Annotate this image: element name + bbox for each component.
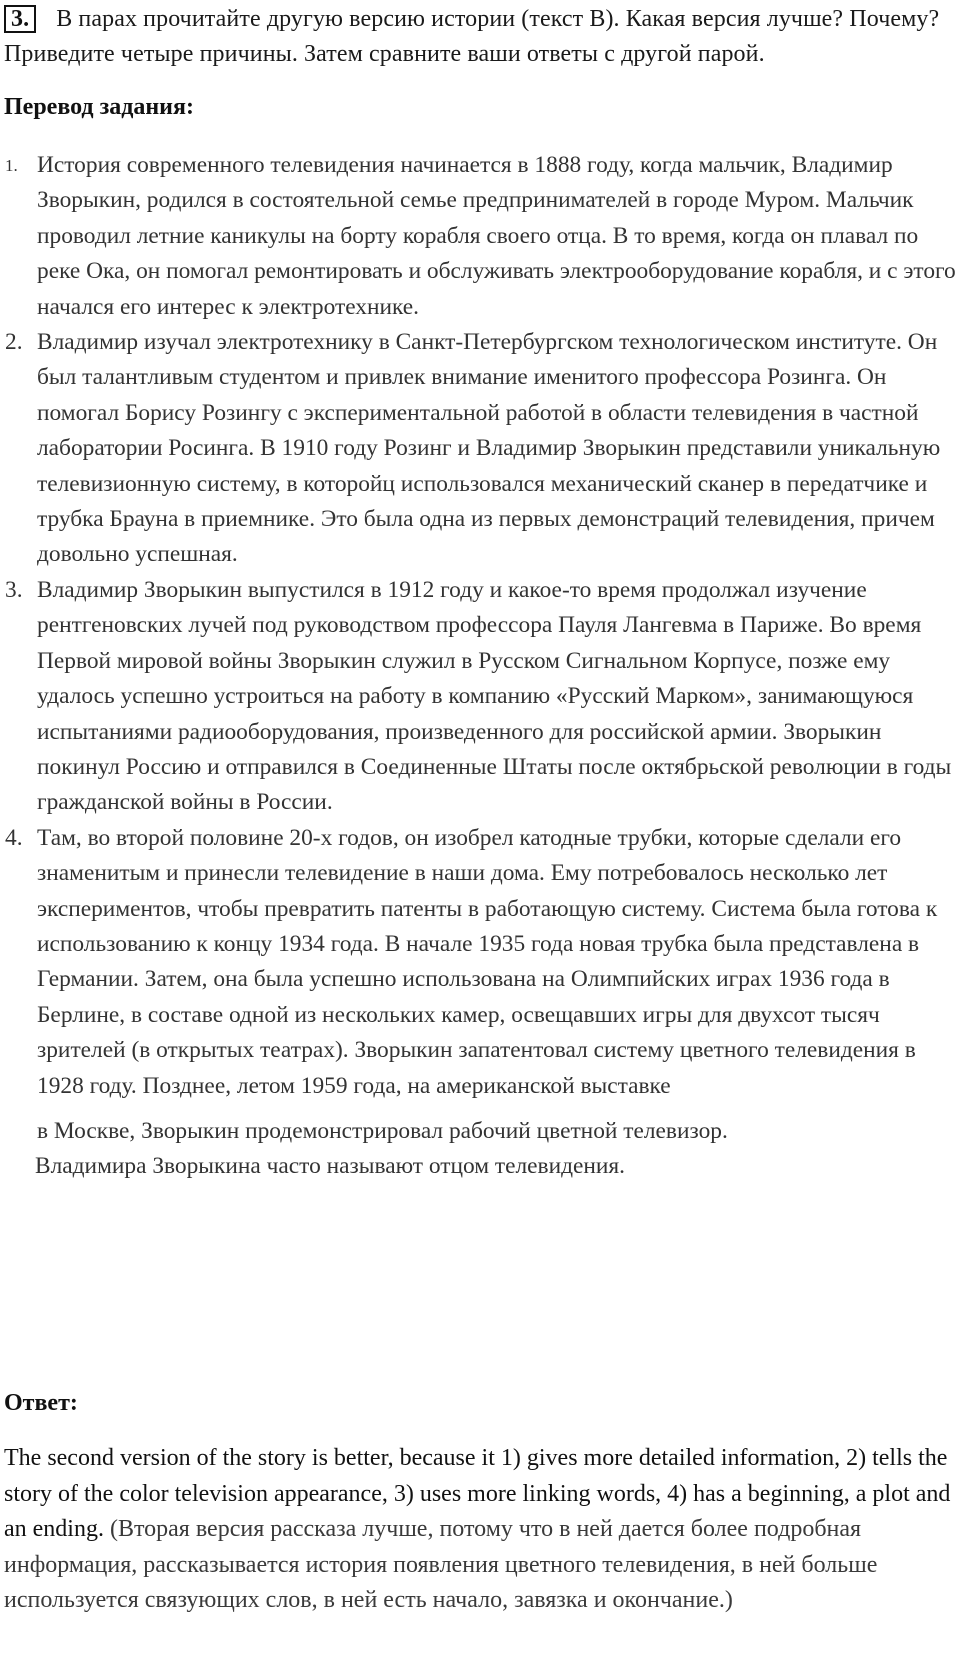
list-item-number: 2.: [5, 329, 23, 356]
list-item: [0, 148, 956, 325]
list-item-text-continuation: в Москве, Зворыкин продемонстрировал рабочий цветной телевизор.: [37, 1117, 728, 1144]
list-item: [0, 573, 956, 821]
answer-heading: Ответ:: [4, 1390, 78, 1416]
list-item-number: 4.: [5, 824, 23, 851]
list-item-text-group: [37, 821, 956, 1185]
list-item-text: Владимир Зворыкин выпустился в 1912 году и какое-то время продолжал изучение рентгеновских лучей под руководством профессора Пауля Лангевма в Париже. Во время Первой мировой войны Зворыкин служил в Русском Сигнальном Корпусе, позже ему удалось успешно устроиться на работу в компанию «Русский Марком», занимающуюся испытаниями радиооборудования, произведенного для российской армии. Зворыкин покинул Россию и отправился в Соединенные Штаты после октябрьской революции в годы гражданской войны в России.: [37, 576, 952, 816]
translation-list: [0, 148, 956, 1185]
task-number: 3.: [4, 5, 36, 33]
answer-paragraph: [4, 1441, 956, 1619]
answer-english: The second version of the story is better, because it 1) gives more detailed information, 2) tells the story of the color television appearance, 3) uses more linking words, 4) has a beginning, a plot and an ending.: [4, 1445, 951, 1542]
list-item-number: 1.: [5, 156, 18, 175]
list-item-text-final-line: Владимира Зворыкина часто называют отцом телевидения.: [35, 1153, 626, 1180]
list-item: [0, 821, 956, 1185]
translation-heading: Перевод задания:: [4, 94, 194, 120]
list-item-number: 3.: [5, 576, 23, 603]
list-item: [0, 325, 956, 573]
list-item-text: История современного телевидения начинается в 1888 году, когда мальчик, Владимир Зворыкин, родился в состоятельной семье предпринимателей в городе Муром. Мальчик проводил летние каникулы на борту корабля своего отца. В то время, когда он плавал по реке Ока, он помогал ремонтировать и обслуживать электрооборудование корабля, и с этого начался его интерес к электротехнике.: [37, 152, 956, 320]
answer-russian: (Вторая версия рассказа лучше, потому что в ней дается более подробная информация, рассказывается история появления цветного телевидения, в ней больше используется связующих слов, в ней есть начало, завязка и окончание.): [4, 1516, 878, 1613]
task-text: В парах прочитайте другую версию истории (текст В). Какая версия лучше? Почему? Приведите четыре причины. Затем сравните ваши ответы с другой парой.: [4, 6, 940, 67]
list-item-text: Владимир изучал электротехнику в Санкт-Петербургском технологическом институте. Он был талантливым студентом и привлек внимание именитого профессора Розинга. Он помогал Борису Розингу с экспериментальной работой в области телевидения в частной лаборатории Росинга. В 1910 году Розинг и Владимир Зворыкин представили уникальную телевизионную систему, в которойц использовался механический сканер в передатчике и трубка Брауна в приемнике. Это была одна из первых демонстраций телевидения, причем довольно успешная.: [37, 329, 941, 568]
list-item-text: Там, во второй половине 20-х годов, он изобрел катодные трубки, которые сделали его знаменитым и принесли телевидение в наши дома. Ему потребовалось несколько лет экспериментов, чтобы превратить патенты в работающую систему. Система была готова к использованию к концу 1934 года. В начале 1935 года новая трубка была представлена в Германии. Затем, она была успешно использована на Олимпийских играх 1936 года в Берлине, в составе одной из нескольких камер, освещавших игры для двухсот тысяч зрителей (в открытых театрах). Зворыкин запатентовал систему цветного телевидения в 1928 году. Позднее, летом 1959 года, на американской выставке: [37, 824, 938, 1099]
task-statement: [4, 2, 954, 72]
